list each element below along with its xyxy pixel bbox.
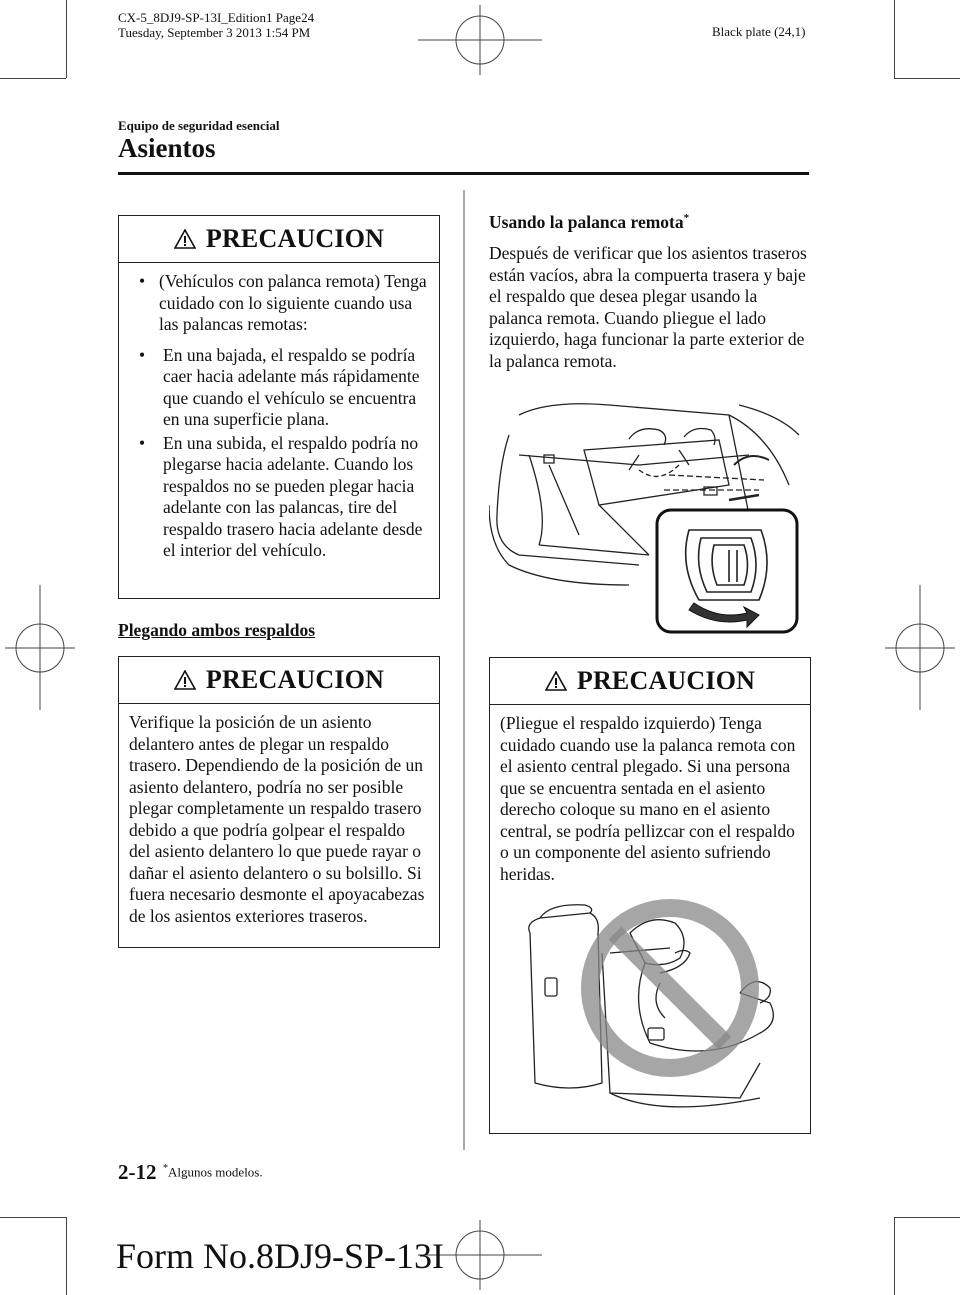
caution-title: PRECAUCION bbox=[119, 216, 439, 263]
form-number: Form No.8DJ9-SP-13I bbox=[116, 1236, 445, 1276]
pinch-hazard-illustration bbox=[510, 893, 795, 1123]
warning-triangle-icon bbox=[174, 670, 196, 690]
print-header-line1: CX-5_8DJ9-SP-13I_Edition1 Page24 bbox=[118, 10, 315, 25]
header-rule bbox=[118, 172, 809, 175]
asterisk-icon: * bbox=[163, 1163, 168, 1174]
page-title: Asientos bbox=[118, 133, 216, 163]
caution-box-remote-levers bbox=[118, 215, 440, 599]
caution-text: Verifique la posición de un asiento delantero antes de plegar un respaldo trasero. Dependiendo de la posición de un asiento delantero, podría no ser posible plegar completamente un respaldo trasero debido a que podría golpear el respaldo del asiento delantero lo que puede rayar o dañar el asiento delantero o su bolsillo. Si fuera necesario desmonte el apoyacabezas de los asientos exteriores traseros. bbox=[129, 712, 425, 926]
cargo-remote-lever-illustration bbox=[489, 395, 809, 635]
list-item: • (Vehículos con palanca remota) Tenga cuidado con lo siguiente cuando usa las palancas remotas: bbox=[139, 271, 427, 334]
caution-box-left-backrest bbox=[489, 657, 811, 1134]
subheading-remote-lever: Usando la palanca remota* bbox=[489, 212, 690, 232]
page-number: 2-12 bbox=[118, 1160, 157, 1184]
print-header-line2: Tuesday, September 3 2013 1:54 PM bbox=[118, 25, 311, 40]
list-item: • En una bajada, el respaldo se podría caer hacia adelante más rápidamente que cuando el vehículo se encuentra en una superficie plana. bbox=[139, 344, 420, 429]
caution-title: PRECAUCION bbox=[490, 658, 810, 705]
warning-triangle-icon bbox=[174, 229, 196, 249]
list-item: • En una subida, el respaldo podría no plegarse hacia adelante. Cuando los respaldos no se pueden plegar hacia adelante con las palancas, tire del respaldo trasero hacia adelante desde el interior del vehículo. bbox=[139, 432, 423, 560]
footnote: *Algunos modelos. bbox=[163, 1163, 263, 1180]
subheading-fold-both: Plegando ambos respaldos bbox=[118, 620, 316, 640]
print-header-plate: Black plate (24,1) bbox=[712, 24, 806, 39]
caution-box-front-seat bbox=[118, 656, 440, 948]
asterisk-icon: * bbox=[683, 212, 690, 225]
chapter-title: Equipo de seguridad esencial bbox=[118, 118, 280, 133]
caution-title: PRECAUCION bbox=[119, 657, 439, 704]
warning-triangle-icon bbox=[545, 671, 567, 691]
caution-text: (Pliegue el respaldo izquierdo) Tenga cuidado cuando use la palanca remota con el asiento central plegado. Si una persona que se encuentra sentada en el asiento derecho coloque su mano en el asiento central, se podría pellizcar con el respaldo o un componente del asiento sufriendo heridas. bbox=[500, 713, 796, 884]
remote-lever-instructions: Después de verificar que los asientos traseros están vacíos, abra la compuerta trasera y baje el respaldo que desea plegar usando la palanca remota. Cuando pliegue el lado izquierdo, haga funcionar la parte exterior de la palanca remota. bbox=[489, 243, 807, 371]
